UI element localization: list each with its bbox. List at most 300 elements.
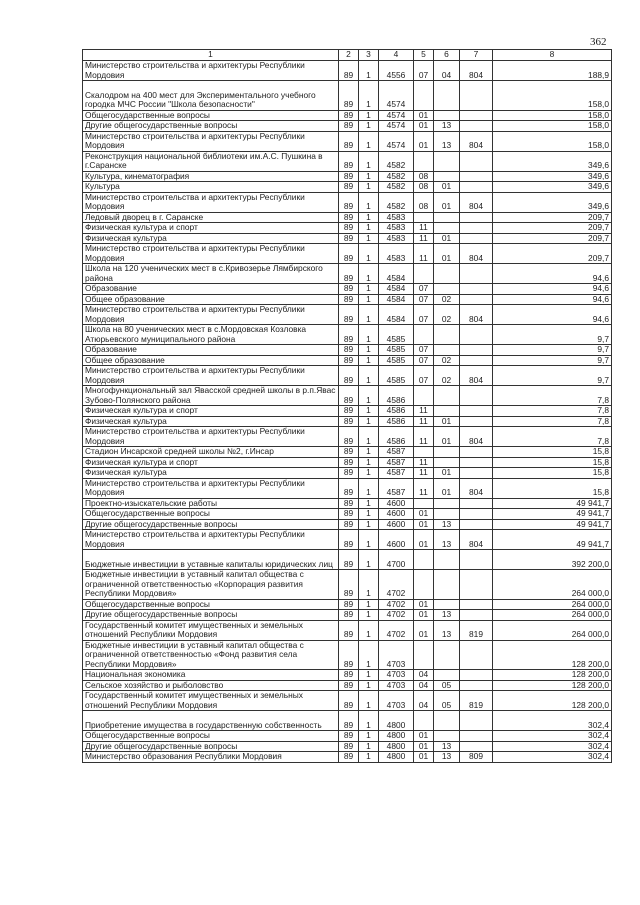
row-code-2: 89: [339, 264, 359, 284]
row-code-7: [460, 223, 493, 234]
row-name: Министерство строительства и архитектуры Республики Мордовия: [83, 427, 339, 447]
row-code-3: 1: [359, 610, 379, 621]
row-code-5: [414, 212, 434, 223]
row-code-7: [460, 447, 493, 458]
table-body: [83, 61, 612, 763]
table-row: [83, 81, 612, 111]
row-code-4: 4700: [379, 550, 414, 570]
row-amount: 392 200,0: [493, 550, 612, 570]
row-name: Культура: [83, 182, 339, 193]
table-row: [83, 498, 612, 509]
row-name: Министерство строительства и архитектуры Республики Мордовия: [83, 192, 339, 212]
row-amount: 209,7: [493, 244, 612, 264]
row-name: Физическая культура и спорт: [83, 457, 339, 468]
row-code-6: 02: [434, 305, 460, 325]
row-code-3: 1: [359, 509, 379, 520]
row-code-6: [434, 264, 460, 284]
row-amount: 94,6: [493, 264, 612, 284]
row-code-7: [460, 599, 493, 610]
row-code-3: 1: [359, 670, 379, 681]
row-code-6: [434, 212, 460, 223]
row-code-5: 08: [414, 192, 434, 212]
row-code-5: 11: [414, 406, 434, 417]
row-code-6: [434, 731, 460, 742]
row-amount: 264 000,0: [493, 599, 612, 610]
row-amount: 349,6: [493, 151, 612, 171]
row-code-6: 01: [434, 233, 460, 244]
row-code-3: 1: [359, 498, 379, 509]
row-code-4: 4587: [379, 447, 414, 458]
row-code-2: 89: [339, 233, 359, 244]
row-code-3: 1: [359, 550, 379, 570]
row-code-3: 1: [359, 244, 379, 264]
row-amount: 128 200,0: [493, 691, 612, 711]
row-code-7: [460, 680, 493, 691]
row-code-2: 89: [339, 182, 359, 193]
row-name: Стадион Инсарской средней школы №2, г.Инсар: [83, 447, 339, 458]
table-row: [83, 182, 612, 193]
table-row: [83, 468, 612, 479]
row-code-5: [414, 498, 434, 509]
row-name: Министерство строительства и архитектуры Республики Мордовия: [83, 305, 339, 325]
row-code-7: 804: [460, 305, 493, 325]
row-code-7: 804: [460, 244, 493, 264]
table-row: [83, 620, 612, 640]
row-name: Школа на 120 ученических мест в с.Кривозерье Лямбирского района: [83, 264, 339, 284]
row-code-6: 01: [434, 192, 460, 212]
row-code-7: [460, 284, 493, 295]
row-code-5: 01: [414, 121, 434, 132]
row-code-6: [434, 151, 460, 171]
row-name: Сельское хозяйство и рыболовство: [83, 680, 339, 691]
row-code-7: [460, 570, 493, 600]
row-code-2: 89: [339, 498, 359, 509]
row-name: Национальная экономика: [83, 670, 339, 681]
row-code-3: 1: [359, 121, 379, 132]
row-code-3: 1: [359, 680, 379, 691]
row-code-2: 89: [339, 305, 359, 325]
row-code-5: [414, 711, 434, 731]
row-amount: 302,4: [493, 741, 612, 752]
row-code-6: 05: [434, 680, 460, 691]
row-code-3: 1: [359, 223, 379, 234]
row-code-7: [460, 212, 493, 223]
row-code-3: 1: [359, 530, 379, 550]
row-code-5: 07: [414, 305, 434, 325]
page-number: 362: [590, 36, 607, 48]
row-name: Другие общегосударственные вопросы: [83, 519, 339, 530]
table-row: [83, 61, 612, 81]
table-row: [83, 151, 612, 171]
row-code-3: 1: [359, 741, 379, 752]
row-code-3: 1: [359, 386, 379, 406]
row-code-4: 4583: [379, 223, 414, 234]
row-code-5: [414, 264, 434, 284]
table-row: [83, 640, 612, 670]
row-code-2: 89: [339, 620, 359, 640]
row-name: Культура, кинематография: [83, 171, 339, 182]
row-code-6: [434, 447, 460, 458]
row-code-6: 13: [434, 530, 460, 550]
row-amount: 49 941,7: [493, 498, 612, 509]
row-code-4: 4703: [379, 680, 414, 691]
row-code-2: 89: [339, 244, 359, 264]
row-name: Физическая культура и спорт: [83, 223, 339, 234]
row-code-2: 89: [339, 121, 359, 132]
row-code-2: 89: [339, 731, 359, 742]
row-code-5: [414, 81, 434, 111]
row-code-5: 11: [414, 416, 434, 427]
row-code-2: 89: [339, 212, 359, 223]
row-code-6: [434, 81, 460, 111]
row-name: Другие общегосударственные вопросы: [83, 610, 339, 621]
row-code-2: 89: [339, 570, 359, 600]
row-code-4: 4556: [379, 61, 414, 81]
row-code-6: [434, 711, 460, 731]
row-code-2: 89: [339, 427, 359, 447]
row-code-2: 89: [339, 110, 359, 121]
table-row: [83, 427, 612, 447]
row-code-3: 1: [359, 345, 379, 356]
row-name: Другие общегосударственные вопросы: [83, 121, 339, 132]
row-code-4: 4585: [379, 355, 414, 366]
row-code-2: 89: [339, 366, 359, 386]
row-amount: 49 941,7: [493, 530, 612, 550]
row-amount: 302,4: [493, 752, 612, 763]
row-code-4: 4702: [379, 610, 414, 621]
table-row: [83, 447, 612, 458]
row-amount: 158,0: [493, 110, 612, 121]
table-row: [83, 345, 612, 356]
table-row: [83, 530, 612, 550]
row-code-5: 11: [414, 223, 434, 234]
row-amount: 302,4: [493, 711, 612, 731]
row-code-4: 4583: [379, 233, 414, 244]
row-code-2: 89: [339, 478, 359, 498]
row-code-6: 01: [434, 468, 460, 479]
row-code-2: 89: [339, 670, 359, 681]
row-code-4: 4585: [379, 345, 414, 356]
row-name: Общегосударственные вопросы: [83, 110, 339, 121]
row-code-5: 01: [414, 519, 434, 530]
row-code-7: 804: [460, 61, 493, 81]
row-code-3: 1: [359, 171, 379, 182]
row-code-7: [460, 509, 493, 520]
row-code-4: 4574: [379, 121, 414, 132]
row-code-4: 4583: [379, 244, 414, 264]
row-code-2: 89: [339, 457, 359, 468]
row-code-6: 01: [434, 182, 460, 193]
row-code-4: 4600: [379, 509, 414, 520]
row-code-7: [460, 711, 493, 731]
table-row: [83, 570, 612, 600]
row-code-7: 804: [460, 131, 493, 151]
row-code-7: [460, 731, 493, 742]
row-amount: 9,7: [493, 366, 612, 386]
row-code-6: 01: [434, 478, 460, 498]
row-code-4: 4583: [379, 212, 414, 223]
row-name: Образование: [83, 345, 339, 356]
table-row: [83, 244, 612, 264]
row-code-6: [434, 223, 460, 234]
row-code-2: 89: [339, 223, 359, 234]
row-code-2: 89: [339, 131, 359, 151]
table-row: [83, 171, 612, 182]
row-code-5: 11: [414, 233, 434, 244]
row-code-4: 4587: [379, 457, 414, 468]
row-code-3: 1: [359, 447, 379, 458]
row-code-3: 1: [359, 294, 379, 305]
row-code-7: [460, 264, 493, 284]
row-code-7: [460, 550, 493, 570]
row-code-3: 1: [359, 731, 379, 742]
row-code-6: [434, 599, 460, 610]
row-name: Министерство образования Республики Мордовия: [83, 752, 339, 763]
row-code-3: 1: [359, 570, 379, 600]
row-name: Общее образование: [83, 294, 339, 305]
table-row: [83, 121, 612, 132]
column-header: 5: [414, 50, 434, 61]
row-code-6: 13: [434, 610, 460, 621]
row-code-7: [460, 325, 493, 345]
row-code-7: [460, 498, 493, 509]
row-code-7: [460, 294, 493, 305]
row-code-6: 01: [434, 244, 460, 264]
row-code-3: 1: [359, 355, 379, 366]
table-row: [83, 192, 612, 212]
row-name: Проектно-изыскательские работы: [83, 498, 339, 509]
row-amount: 94,6: [493, 284, 612, 295]
row-code-6: 04: [434, 61, 460, 81]
row-code-3: 1: [359, 599, 379, 610]
row-code-7: [460, 233, 493, 244]
row-code-5: 01: [414, 530, 434, 550]
row-amount: 158,0: [493, 121, 612, 132]
row-code-6: [434, 325, 460, 345]
row-amount: 49 941,7: [493, 509, 612, 520]
row-code-3: 1: [359, 519, 379, 530]
row-code-2: 89: [339, 447, 359, 458]
row-code-3: 1: [359, 691, 379, 711]
row-name: Физическая культура: [83, 416, 339, 427]
row-code-7: [460, 121, 493, 132]
row-code-2: 89: [339, 509, 359, 520]
row-name: Общегосударственные вопросы: [83, 509, 339, 520]
row-amount: 349,6: [493, 192, 612, 212]
budget-table: [82, 49, 612, 763]
row-code-6: 02: [434, 366, 460, 386]
table-row: [83, 233, 612, 244]
row-code-7: 804: [460, 530, 493, 550]
row-code-3: 1: [359, 151, 379, 171]
table-row: [83, 691, 612, 711]
row-amount: 49 941,7: [493, 519, 612, 530]
row-code-3: 1: [359, 182, 379, 193]
row-code-5: 04: [414, 680, 434, 691]
row-amount: 94,6: [493, 294, 612, 305]
row-code-7: [460, 171, 493, 182]
row-code-4: 4574: [379, 110, 414, 121]
row-amount: 264 000,0: [493, 570, 612, 600]
row-amount: 264 000,0: [493, 610, 612, 621]
row-amount: 158,0: [493, 131, 612, 151]
row-code-3: 1: [359, 620, 379, 640]
row-amount: 128 200,0: [493, 680, 612, 691]
row-code-7: 804: [460, 192, 493, 212]
row-code-7: [460, 468, 493, 479]
row-code-3: 1: [359, 478, 379, 498]
row-code-5: 07: [414, 345, 434, 356]
table-row: [83, 509, 612, 520]
row-amount: 15,8: [493, 457, 612, 468]
row-code-6: [434, 457, 460, 468]
row-name: Министерство строительства и архитектуры Республики Мордовия: [83, 61, 339, 81]
table-row: [83, 305, 612, 325]
row-code-5: [414, 325, 434, 345]
row-name: Школа на 80 ученических мест в с.Мордовская Козловка Атюрьевского муниципального района: [83, 325, 339, 345]
row-amount: 15,8: [493, 447, 612, 458]
row-code-4: 4800: [379, 731, 414, 742]
row-name: Государственный комитет имущественных и земельных отношений Республики Мордовия: [83, 620, 339, 640]
row-amount: 209,7: [493, 223, 612, 234]
row-name: Общее образование: [83, 355, 339, 366]
row-code-5: 07: [414, 284, 434, 295]
row-code-4: 4800: [379, 741, 414, 752]
row-code-4: 4584: [379, 284, 414, 295]
row-amount: 94,6: [493, 305, 612, 325]
row-code-5: 07: [414, 61, 434, 81]
row-code-4: 4586: [379, 416, 414, 427]
table-row: [83, 366, 612, 386]
row-code-2: 89: [339, 355, 359, 366]
row-code-5: 01: [414, 110, 434, 121]
row-code-4: 4702: [379, 620, 414, 640]
row-code-4: 4584: [379, 264, 414, 284]
row-code-4: 4800: [379, 711, 414, 731]
row-code-7: [460, 416, 493, 427]
row-code-3: 1: [359, 752, 379, 763]
row-code-6: 13: [434, 620, 460, 640]
row-code-7: [460, 355, 493, 366]
row-amount: 302,4: [493, 731, 612, 742]
table-row: [83, 110, 612, 121]
row-code-6: 13: [434, 752, 460, 763]
row-code-2: 89: [339, 640, 359, 670]
column-header: 3: [359, 50, 379, 61]
row-code-6: [434, 498, 460, 509]
row-code-5: [414, 447, 434, 458]
table-row: [83, 325, 612, 345]
row-name: Бюджетные инвестиции в уставные капиталы юридических лиц: [83, 550, 339, 570]
row-code-5: 11: [414, 478, 434, 498]
column-header: 6: [434, 50, 460, 61]
row-code-3: 1: [359, 61, 379, 81]
row-code-2: 89: [339, 406, 359, 417]
row-code-6: [434, 345, 460, 356]
row-code-4: 4574: [379, 81, 414, 111]
table-row: [83, 731, 612, 742]
row-code-2: 89: [339, 680, 359, 691]
row-code-5: 11: [414, 244, 434, 264]
row-code-6: 01: [434, 416, 460, 427]
table-row: [83, 416, 612, 427]
table-row: [83, 478, 612, 498]
row-code-5: 11: [414, 468, 434, 479]
row-code-5: 01: [414, 509, 434, 520]
row-code-2: 89: [339, 519, 359, 530]
row-code-6: 13: [434, 519, 460, 530]
row-code-3: 1: [359, 325, 379, 345]
row-amount: 7,8: [493, 386, 612, 406]
row-code-7: [460, 406, 493, 417]
row-code-7: [460, 741, 493, 752]
row-amount: 158,0: [493, 81, 612, 111]
row-amount: 128 200,0: [493, 670, 612, 681]
row-name: Приобретение имущества в государственную собственность: [83, 711, 339, 731]
row-amount: 209,7: [493, 233, 612, 244]
row-code-2: 89: [339, 61, 359, 81]
row-amount: 188,9: [493, 61, 612, 81]
row-code-4: 4702: [379, 570, 414, 600]
row-code-5: 04: [414, 691, 434, 711]
row-name: Общегосударственные вопросы: [83, 599, 339, 610]
row-code-5: 01: [414, 131, 434, 151]
row-code-4: 4587: [379, 468, 414, 479]
row-code-5: 01: [414, 620, 434, 640]
row-code-4: 4703: [379, 691, 414, 711]
row-code-6: 01: [434, 427, 460, 447]
row-name: Многофункциональный зал Явасской средней школы в р.п.Явас Зубово-Полянского района: [83, 386, 339, 406]
row-code-4: 4586: [379, 427, 414, 447]
table-row: [83, 294, 612, 305]
table-row: [83, 223, 612, 234]
row-code-7: [460, 81, 493, 111]
row-code-5: 04: [414, 670, 434, 681]
row-code-4: 4582: [379, 192, 414, 212]
row-name: Министерство строительства и архитектуры Республики Мордовия: [83, 530, 339, 550]
row-amount: 128 200,0: [493, 640, 612, 670]
row-code-4: 4800: [379, 752, 414, 763]
table-row: [83, 284, 612, 295]
column-header: 8: [493, 50, 612, 61]
table-row: [83, 406, 612, 417]
row-name: Другие общегосударственные вопросы: [83, 741, 339, 752]
row-code-7: [460, 345, 493, 356]
row-code-2: 89: [339, 599, 359, 610]
row-code-3: 1: [359, 305, 379, 325]
row-amount: 9,7: [493, 345, 612, 356]
row-code-6: [434, 386, 460, 406]
row-code-5: [414, 570, 434, 600]
row-code-4: 4703: [379, 670, 414, 681]
table-row: [83, 457, 612, 468]
row-amount: 209,7: [493, 212, 612, 223]
row-code-6: 13: [434, 741, 460, 752]
row-code-5: 01: [414, 752, 434, 763]
row-code-4: 4600: [379, 519, 414, 530]
row-code-3: 1: [359, 457, 379, 468]
row-code-4: 4582: [379, 171, 414, 182]
row-code-3: 1: [359, 233, 379, 244]
row-code-7: 804: [460, 478, 493, 498]
row-code-5: [414, 640, 434, 670]
row-code-6: 02: [434, 355, 460, 366]
row-code-7: [460, 640, 493, 670]
row-code-6: 13: [434, 121, 460, 132]
row-amount: 7,8: [493, 406, 612, 417]
table-row: [83, 670, 612, 681]
table-row: [83, 741, 612, 752]
